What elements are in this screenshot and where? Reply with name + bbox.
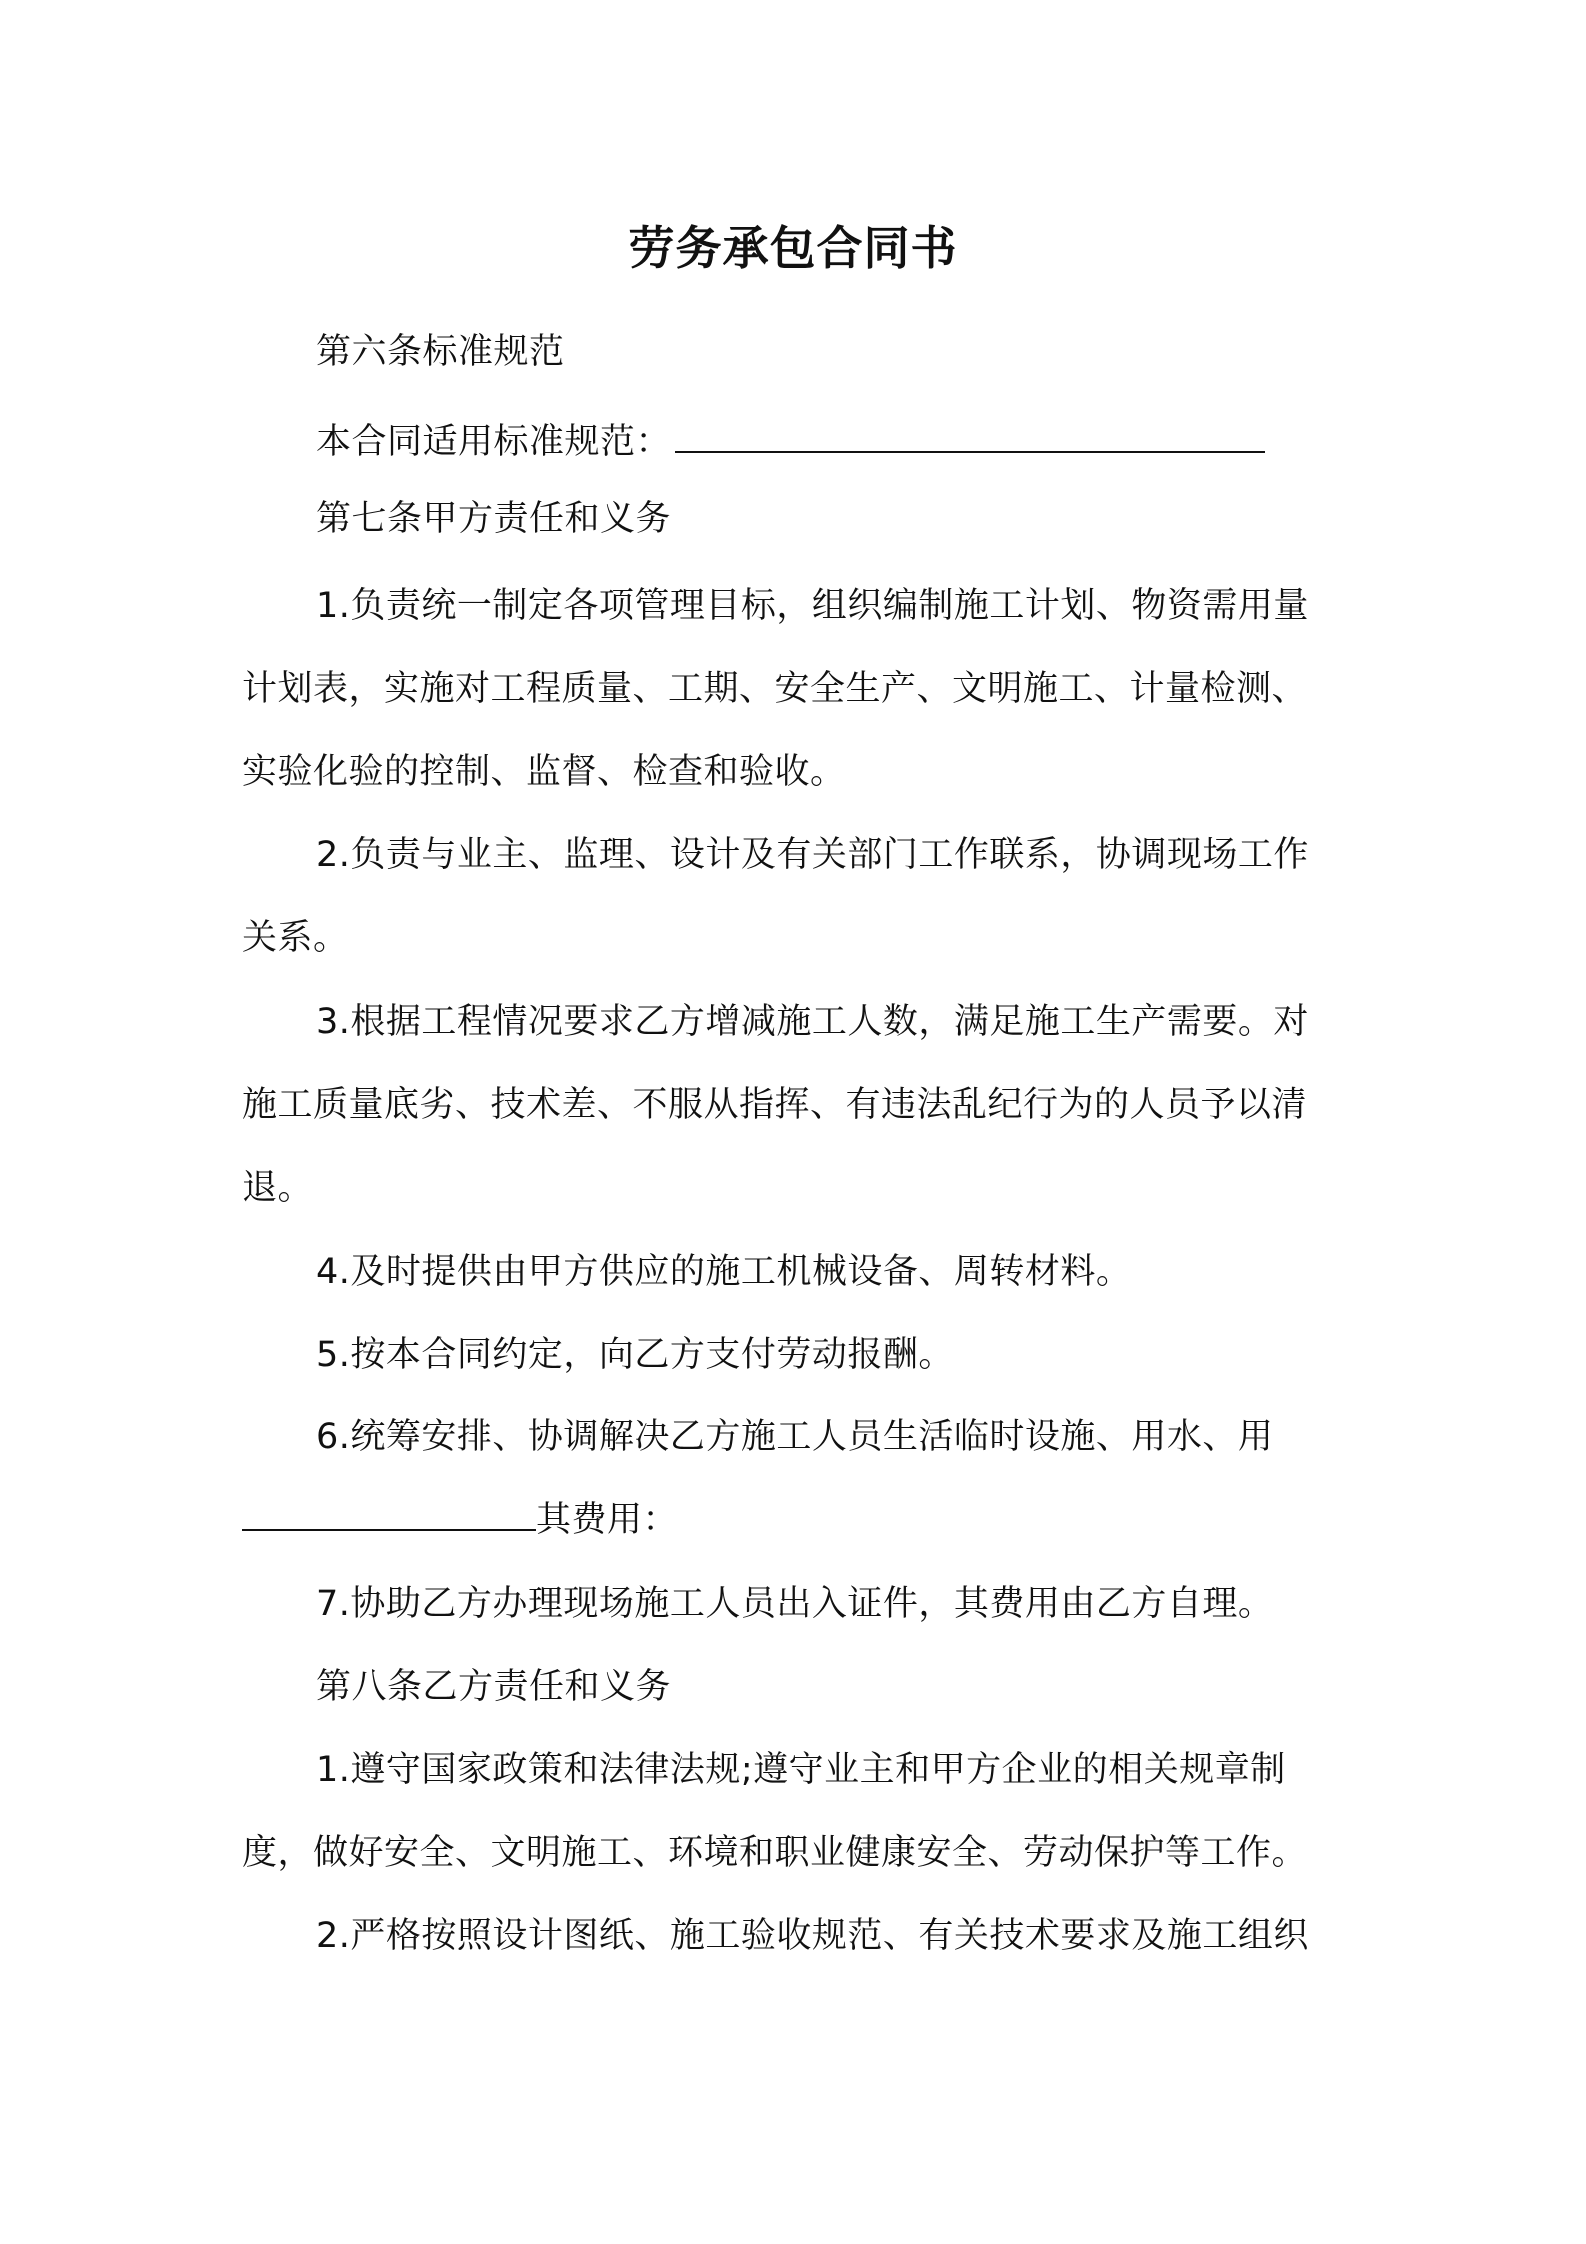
utility-blank [242,1499,536,1531]
standards-label: 本合同适用标准规范： [316,422,672,462]
art7-item1-line3: 实验化验的控制、监督、检查和验收。 [242,752,846,792]
art8-item2-line1: 2.严格按照设计图纸、施工验收规范、有关技术要求及施工组织 [316,1916,1309,1956]
standards-line [0,420,1586,464]
art7-item2-line1: 2.负责与业主、监理、设计及有关部门工作联系，协调现场工作 [316,835,1309,875]
art7-item3-line2: 施工质量底劣、技术差、不服从指挥、有违法乱纪行为的人员予以清 [242,1085,1308,1125]
article-8-heading: 第八条乙方责任和义务 [316,1667,672,1707]
art7-item3-line1: 3.根据工程情况要求乙方增减施工人数，满足施工生产需要。对 [316,1002,1309,1042]
art7-item7: 7.协助乙方办理现场施工人员出入证件，其费用由乙方自理。 [316,1584,1274,1624]
art7-item3-line3: 退。 [242,1168,314,1208]
article-7-heading: 第七条甲方责任和义务 [316,499,672,539]
art7-item1-line2: 计划表，实施对工程质量、工期、安全生产、文明施工、计量检测、 [242,669,1308,709]
standards-blank [675,421,1265,453]
art7-item6-line2 [0,1498,1586,1542]
document-title: 劳务承包合同书 [628,221,958,275]
art8-item1-line1: 1.遵守国家政策和法律法规;遵守业主和甲方企业的相关规章制 [316,1750,1286,1790]
art7-item6-line1: 6.统筹安排、协调解决乙方施工人员生活临时设施、用水、用 [316,1417,1274,1457]
art8-item1-line2: 度，做好安全、文明施工、环境和职业健康安全、劳动保护等工作。 [242,1833,1308,1873]
art7-item4: 4.及时提供由甲方供应的施工机械设备、周转材料。 [316,1252,1132,1292]
article-6-heading: 第六条标准规范 [316,332,565,372]
art7-item6-suffix: 其费用： [536,1500,679,1540]
art7-item5: 5.按本合同约定，向乙方支付劳动报酬。 [316,1335,954,1375]
art7-item1-line1: 1.负责统一制定各项管理目标，组织编制施工计划、物资需用量 [316,586,1309,626]
art7-item2-line2: 关系。 [242,918,349,958]
